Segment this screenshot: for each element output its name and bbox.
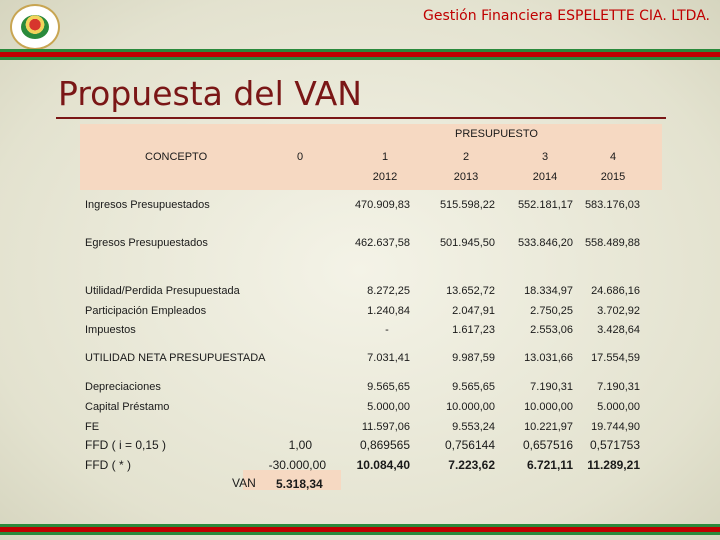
- period-4: 4: [609, 151, 617, 163]
- row-value: 5.000,00: [367, 401, 410, 413]
- row-value: 10.221,97: [524, 421, 573, 433]
- row-value: 583.176,03: [584, 199, 640, 211]
- row-value: 9.565,65: [367, 381, 410, 393]
- row-label: Depreciaciones: [85, 381, 161, 393]
- slide-header: [0, 0, 720, 55]
- row-value: 18.334,97: [524, 285, 573, 297]
- row-value: 515.598,22: [439, 199, 495, 211]
- row-value: 1.617,23: [452, 324, 495, 336]
- van-value: 5.318,34: [276, 477, 323, 491]
- row-value: 2.750,25: [530, 305, 573, 317]
- row-value: 24.686,16: [591, 285, 640, 297]
- row-value: 470.909,83: [354, 199, 410, 211]
- row-value: 10.000,00: [524, 401, 573, 413]
- row-value: 7.190,31: [597, 381, 640, 393]
- row-value: 3.702,92: [597, 305, 640, 317]
- concepto-header: CONCEPTO: [145, 151, 208, 163]
- row-value: 2.553,06: [530, 324, 573, 336]
- row-value: 19.744,90: [591, 421, 640, 433]
- company-name: Gestión Financiera ESPELETTE CIA. LTDA.: [423, 8, 710, 24]
- row-value: 0,571753: [589, 438, 640, 452]
- row-label: Participación Empleados: [85, 305, 207, 317]
- row-label: Utilidad/Perdida Presupuestada: [85, 285, 240, 297]
- period-1: 1: [381, 151, 389, 163]
- title-underline: [56, 117, 666, 119]
- row-value: 9.553,24: [452, 421, 495, 433]
- period-0: 0: [296, 151, 304, 163]
- row-value: 462.637,58: [354, 237, 410, 249]
- period-3: 3: [541, 151, 549, 163]
- row-label: UTILIDAD NETA PRESUPUESTADA: [85, 352, 266, 364]
- row-value: 552.181,17: [517, 199, 573, 211]
- row-value: 558.489,88: [584, 237, 640, 249]
- row-value: 0,657516: [522, 438, 573, 452]
- row-value: 7.223,62: [448, 458, 495, 472]
- row-label: FE: [85, 421, 100, 433]
- year-2015: 2015: [600, 171, 626, 183]
- row-value: 9.987,59: [452, 352, 495, 364]
- row-label: Capital Préstamo: [85, 401, 170, 413]
- period-2: 2: [462, 151, 470, 163]
- row-value: 11.597,06: [361, 421, 410, 433]
- row-value: 0,869565: [359, 438, 410, 452]
- row-value: 17.554,59: [591, 352, 640, 364]
- row-value: 7.190,31: [530, 381, 573, 393]
- van-label: VAN: [232, 476, 256, 490]
- row-value: 6.721,11: [526, 458, 573, 472]
- row-value: 5.000,00: [597, 401, 640, 413]
- row-label: Ingresos Presupuestados: [85, 199, 210, 211]
- bottom-stripe-green-2: [0, 532, 720, 535]
- row-value: 3.428,64: [597, 324, 640, 336]
- top-stripe-green-2: [0, 57, 720, 60]
- company-logo: [10, 4, 60, 50]
- page-title: Propuesta del VAN: [58, 74, 362, 113]
- row-value: 13.031,66: [524, 352, 573, 364]
- row-value: 13.652,72: [446, 285, 495, 297]
- row-value: 533.846,20: [517, 237, 573, 249]
- row-value: 9.565,65: [452, 381, 495, 393]
- row-value: 1.240,84: [367, 305, 410, 317]
- row-value: 7.031,41: [367, 352, 410, 364]
- row-label: Egresos Presupuestados: [85, 237, 208, 249]
- row-value: 0,756144: [444, 438, 495, 452]
- ffd-star-p0: -30.000,00: [268, 458, 326, 472]
- row-value: 11.289,21: [587, 458, 640, 472]
- year-2013: 2013: [453, 171, 479, 183]
- presupuesto-header: PRESUPUESTO: [455, 128, 538, 140]
- row-label: FFD ( * ): [85, 458, 131, 472]
- year-2014: 2014: [532, 171, 558, 183]
- ffd-p0: 1,00: [288, 438, 312, 452]
- row-label: Impuestos: [85, 324, 136, 336]
- row-label: FFD ( i = 0,15 ): [85, 438, 167, 452]
- row-value: 2.047,91: [452, 305, 495, 317]
- year-2012: 2012: [372, 171, 398, 183]
- row-value: -: [385, 324, 389, 336]
- row-value: 8.272,25: [367, 285, 410, 297]
- row-value: 10.084,40: [356, 458, 410, 472]
- row-value: 501.945,50: [439, 237, 495, 249]
- row-value: 10.000,00: [446, 401, 495, 413]
